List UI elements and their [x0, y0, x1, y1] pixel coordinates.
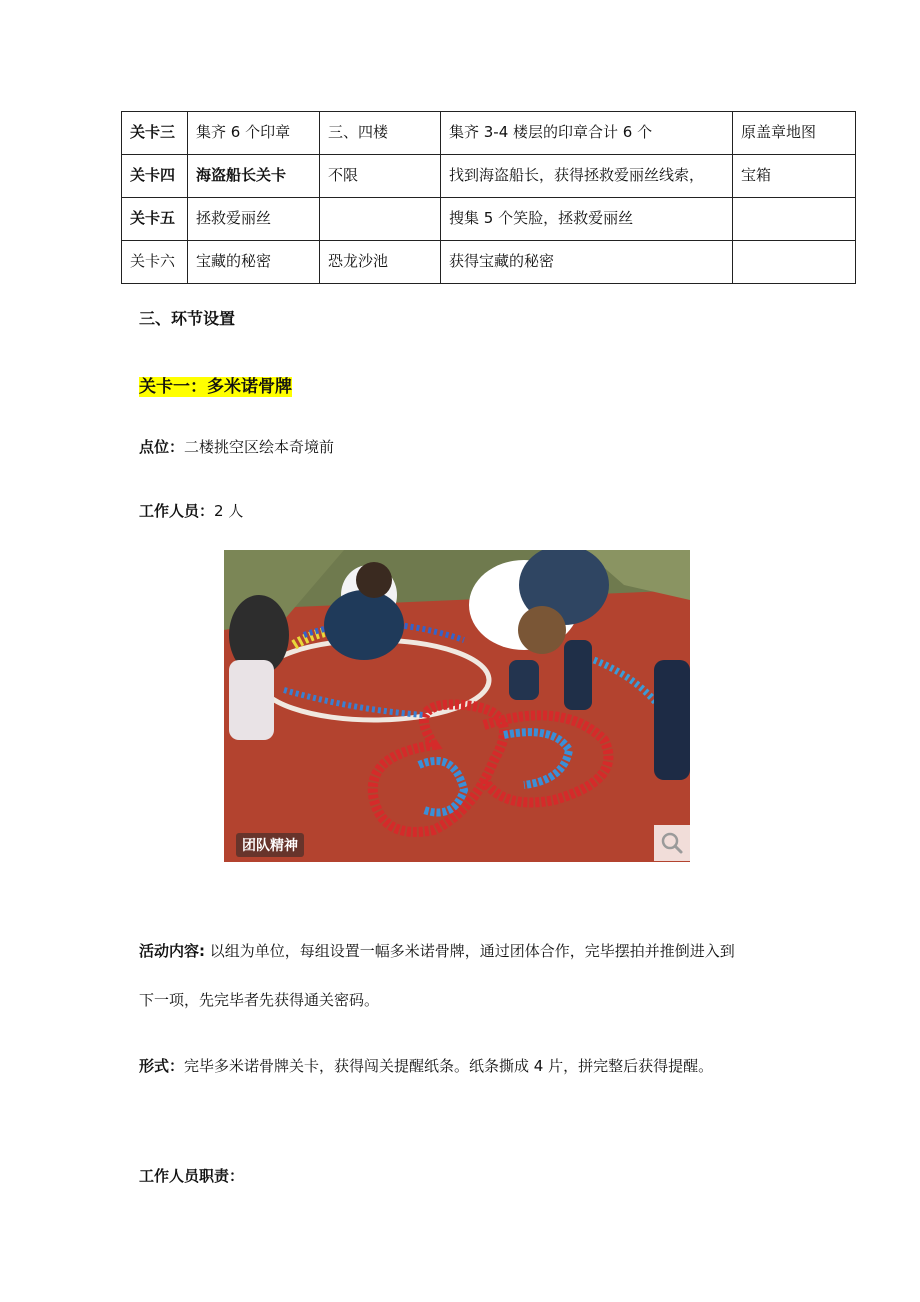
form-label: 形式： — [139, 1057, 185, 1075]
table-cell: 三、四楼 — [320, 112, 441, 155]
table-cell — [733, 241, 856, 284]
section-title: 三、环节设置 — [139, 309, 236, 328]
highlighted-title: 关卡一：多米诺骨牌 — [139, 377, 292, 397]
zoom-button[interactable] — [654, 825, 690, 861]
table-cell: 拯救爱丽丝 — [188, 198, 320, 241]
table-cell: 宝箱 — [733, 155, 856, 198]
table-cell: 搜集 5 个笑脸，拯救爱丽丝 — [441, 198, 733, 241]
activity-line-1 — [139, 940, 735, 961]
table-cell — [733, 198, 856, 241]
table-cell — [320, 198, 441, 241]
form-value: 完毕多米诺骨牌关卡，获得闯关提醒纸条。纸条撕成 4 片，拼完整后获得提醒。 — [184, 1057, 714, 1075]
table-cell: 找到海盗船长，获得拯救爱丽丝线索， — [441, 155, 733, 198]
table-row — [122, 241, 856, 284]
table-cell: 关卡三 — [122, 112, 188, 155]
domino-photo — [224, 550, 690, 862]
staff-line — [139, 500, 243, 521]
table-cell: 恐龙沙池 — [320, 241, 441, 284]
photo-caption: 团队精神 — [236, 833, 304, 857]
table-cell: 关卡五 — [122, 198, 188, 241]
table-cell: 集齐 6 个印章 — [188, 112, 320, 155]
location-value: 二楼挑空区绘本奇境前 — [184, 438, 335, 456]
table-row — [122, 198, 856, 241]
activity-text-1: 以组为单位，每组设置一幅多米诺骨牌，通过团体合作，完毕摆拍并推倒进入到 — [205, 942, 735, 960]
staff-label: 工作人员： — [139, 502, 215, 520]
activity-line-2: 下一项，先完毕者先获得通关密码。 — [139, 991, 380, 1009]
table-cell: 集齐 3-4 楼层的印章合计 6 个 — [441, 112, 733, 155]
magnifier-icon — [654, 825, 690, 861]
table-cell: 不限 — [320, 155, 441, 198]
stage-title — [139, 372, 292, 397]
form-line — [139, 1055, 713, 1076]
duties-title: 工作人员职责： — [139, 1167, 245, 1185]
table-cell: 获得宝藏的秘密 — [441, 241, 733, 284]
table-row — [122, 155, 856, 198]
location-label: 点位： — [139, 438, 185, 456]
table-cell: 关卡六 — [122, 241, 188, 284]
photo-illustration — [224, 550, 690, 862]
table-row — [122, 112, 856, 155]
table-cell: 宝藏的秘密 — [188, 241, 320, 284]
table-cell: 原盖章地图 — [733, 112, 856, 155]
stage-table — [121, 111, 856, 284]
table-cell: 关卡四 — [122, 155, 188, 198]
table-cell: 海盗船长关卡 — [188, 155, 320, 198]
location-line — [139, 436, 334, 457]
staff-value: 2 人 — [214, 502, 244, 520]
activity-label: 活动内容: — [139, 942, 205, 960]
